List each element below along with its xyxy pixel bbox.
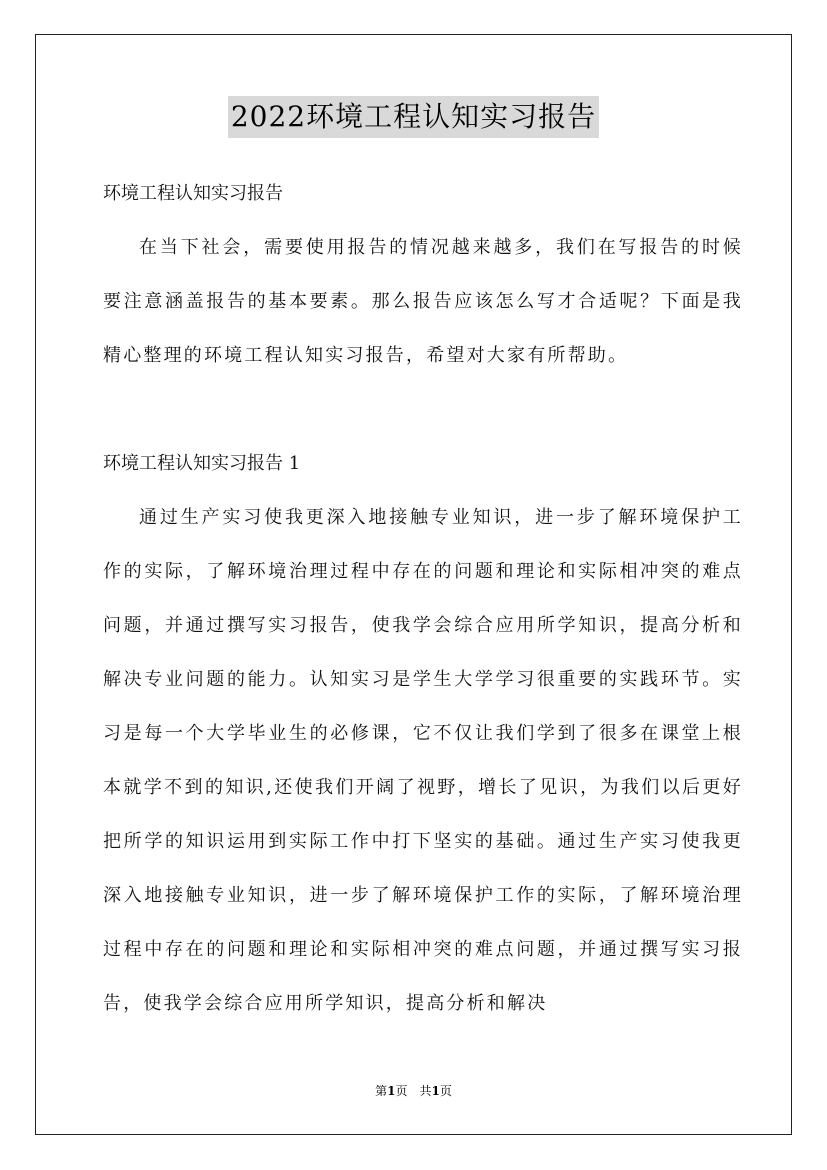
footer-suffix: 页: [439, 1084, 452, 1098]
section-1-heading: 环境工程认知实习报告 1: [103, 453, 301, 474]
intro-heading: 环境工程认知实习报告: [103, 183, 283, 204]
footer-mid: 页 共: [395, 1084, 432, 1098]
footer-total-pages: 1: [431, 1084, 440, 1098]
document-title: 2022环境工程认知实习报告: [228, 96, 599, 138]
footer-prefix: 第: [375, 1084, 388, 1098]
footer-current-page: 1: [387, 1084, 396, 1098]
section-1-paragraph: 通过生产实习使我更深入地接触专业知识，进一步了解环境保护工作的实际，了解环境治理过程中存在的问题和理论和实际相冲突的难点问题，并通过撰写实习报告，使我学会综合应用所学知识，提高分析和解决专业问题的能力。认知实习是学生大学学习很重要的实践环节。实习是每一个大学毕业生的必修课，它不仅让我们学到了很多在课堂上根本就学不到的知识,还使我们开阔了视野，增长了见识，为我们以后更好把所学的知识运用到实际工作中打下坚实的基础。通过生产实习使我更深入地接触专业知识，进一步了解环境保护工作的实际，了解环境治理过程中存在的问题和理论和实际相冲突的难点问题，并通过撰写实习报告，使我学会综合应用所学知识，提高分析和解决: [103, 507, 743, 1014]
intro-paragraph: 在当下社会，需要使用报告的情况越来越多，我们在写报告的时候要注意涵盖报告的基本要素。那么报告应该怎么写才合适呢？下面是我精心整理的环境工程认知实习报告，希望对大家有所帮助。: [103, 237, 743, 366]
title-container: [0, 96, 827, 138]
page-number-footer: [0, 1083, 827, 1099]
